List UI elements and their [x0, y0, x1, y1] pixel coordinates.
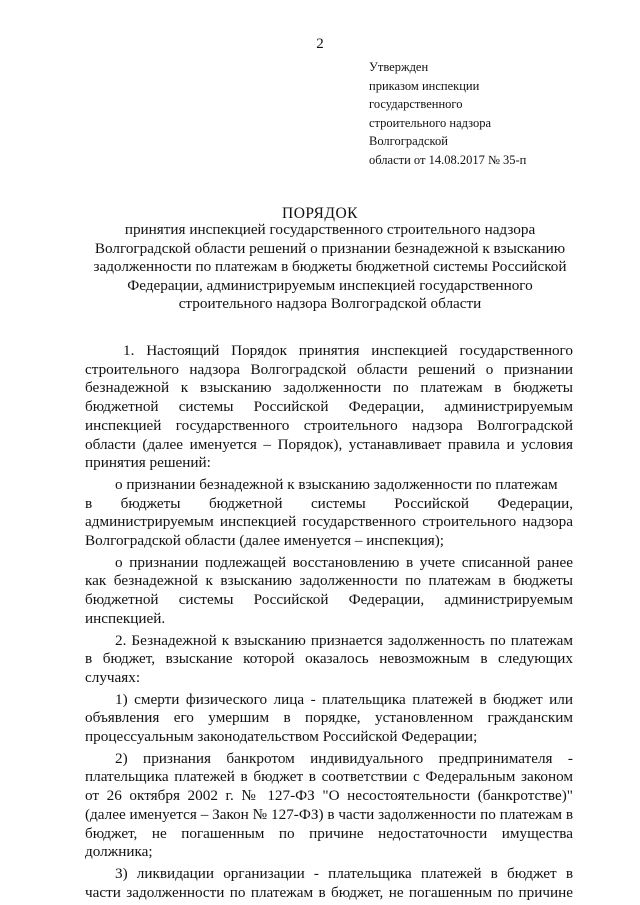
body-line: о признании безнадежной к взысканию задолженности по платежам: [115, 475, 558, 493]
body-line: части задолженности по платежам в бюджет, не погашенным по причине: [85, 883, 573, 901]
body-line: в бюджет, взыскание которой оказалось невозможным в следующих: [85, 650, 573, 668]
subtitle-line: принятия инспекцией государственного строительного надзора: [124, 221, 536, 238]
approval-line: области от 14.08.2017 № 35-п: [369, 152, 527, 167]
body-line: принятия решений:: [85, 454, 211, 472]
body-line: 1. Настоящий Порядок принятия инспекцией государственного: [123, 342, 573, 359]
body-line: области (далее именуется – Порядок), устанавливает правила и условия: [85, 435, 573, 453]
approval-line: строительного надзора: [369, 115, 492, 130]
subtitle-line: задолженности по платежам в бюджеты бюджетной системы Российской: [93, 258, 567, 276]
body-line: в бюджеты бюджетной системы Российской Федерации,: [85, 494, 573, 512]
body-line: бюджетной системы Российской Федерации, администрируемым: [85, 591, 573, 609]
document-title: ПОРЯДОК: [282, 205, 358, 222]
body-line: 1) смерти физического лица - плательщика платежей в бюджет или: [115, 690, 573, 708]
subtitle-line: Волгоградской области решений о признании безнадежной к взысканию: [94, 239, 566, 257]
body-line: 2) признания банкротом индивидуального предпринимателя -: [115, 749, 573, 767]
approval-line: приказом инспекции: [369, 78, 480, 93]
body-line: строительного надзора Волгоградской области решений о признании: [85, 360, 573, 378]
body-line: должника;: [85, 843, 153, 861]
body-line: бюджетной системы Российской Федерации, администрируемым: [85, 398, 573, 416]
body-line: о признании подлежащей восстановлению в учете списанной ранее: [115, 553, 573, 571]
approval-line: государственного: [369, 97, 463, 111]
subtitle-line: строительного надзора Волгоградской области: [178, 295, 482, 313]
body-line: случаях:: [85, 668, 141, 686]
page-number: 2: [316, 36, 324, 52]
body-line: объявления его умершим в порядке, установленном гражданским: [85, 709, 573, 727]
body-line: от 26 октября 2002 г. № 127-ФЗ "О несостоятельности (банкротстве)": [85, 787, 573, 805]
approval-line: Волгоградской: [369, 134, 448, 148]
document-subtitle: [82, 221, 578, 314]
body-line: (далее именуется – Закон № 127-ФЗ) в части задолженности по платежам в: [85, 805, 573, 823]
body-line: безнадежной к взысканию задолженности по платежам в бюджеты: [85, 379, 573, 397]
body-line: администрируемым инспекцией государственного строительного надзора: [85, 513, 573, 531]
approval-stamp: [369, 58, 609, 169]
body-line: бюджет, не погашенным по причине недостаточности имущества: [85, 824, 573, 842]
document-body: [85, 342, 573, 902]
body-line: плательщика платежей в бюджет в соответствии с Федеральным законом: [85, 768, 573, 786]
body-line: как безнадежной к взысканию задолженности по платежам в бюджеты: [85, 572, 573, 590]
body-line: процессуальным законодательством Российской Федерации;: [85, 728, 478, 746]
body-line: инспекцией.: [85, 609, 166, 627]
approval-line: Утвержден: [369, 60, 429, 74]
body-line: инспекцией государственного строительного надзора Волгоградской: [85, 416, 573, 434]
subtitle-line: Федерации, администрируемым инспекцией государственного: [127, 276, 533, 294]
body-line: 2. Безнадежной к взысканию признается задолженность по платежам: [115, 631, 573, 649]
body-line: 3) ликвидации организации - плательщика платежей в бюджет в: [115, 864, 573, 882]
body-line: Волгоградской области (далее именуется – инспекция);: [85, 532, 445, 550]
